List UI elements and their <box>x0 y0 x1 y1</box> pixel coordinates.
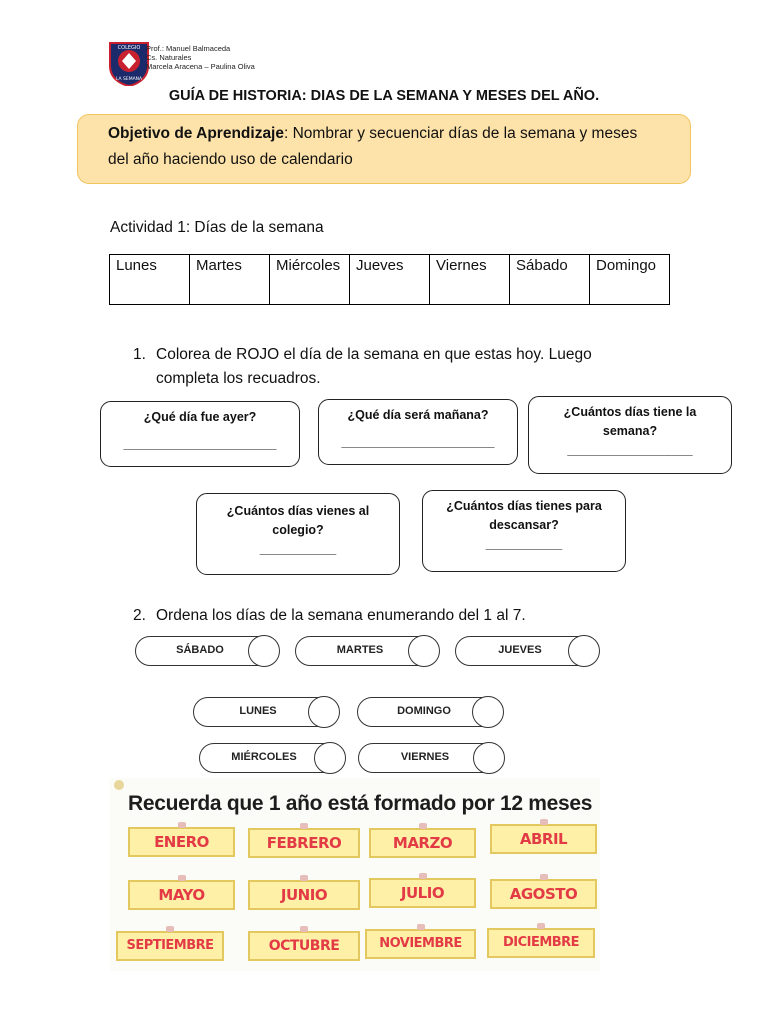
order-pill-martes <box>295 636 439 666</box>
answer-line[interactable]: __________________ <box>567 443 693 457</box>
answer-line[interactable]: ______________________ <box>341 435 495 449</box>
decoration-dot <box>114 780 124 790</box>
question-box-semana <box>528 396 732 474</box>
instruction2-text: Ordena los días de la semana enumerando del 1 al 7. <box>156 607 526 624</box>
number-circle[interactable] <box>473 742 505 774</box>
question-text: ¿Cuántos días tienes para descansar? <box>446 499 602 532</box>
month-card-noviembre: NOVIEMBRE <box>365 929 476 959</box>
months-illustration <box>110 778 600 971</box>
day-cell-jueves[interactable]: Jueves <box>350 255 430 305</box>
pill-label: MIÉRCOLES <box>231 751 297 763</box>
number-circle[interactable] <box>472 696 504 728</box>
pill-label: DOMINGO <box>397 705 451 717</box>
pill-label: MARTES <box>336 644 384 656</box>
order-pill-lunes <box>193 697 339 727</box>
month-card-enero: ENERO <box>128 827 235 857</box>
question-text: ¿Qué día fue ayer? <box>143 410 257 424</box>
month-card-abril: ABRIL <box>490 824 597 854</box>
month-card-agosto: AGOSTO <box>490 879 597 909</box>
logo-text-bottom: LA SEMANA <box>115 77 143 82</box>
number-circle[interactable] <box>248 635 280 667</box>
answer-line[interactable]: ______________________ <box>123 437 277 451</box>
pill-label: JUEVES <box>498 644 542 656</box>
question-text: ¿Cuántos días tiene la semana? <box>563 405 697 438</box>
order-pill-miercoles <box>199 743 345 773</box>
number-circle[interactable] <box>568 635 600 667</box>
objective-text: : Nombrar y secuenciar días de la semana y meses del año haciendo uso de calendario <box>108 125 638 168</box>
question-text: ¿Cuántos días vienes al colegio? <box>226 504 370 537</box>
header-teacher: Prof.: Manuel Balmaceda <box>146 44 231 53</box>
question-box-ayer <box>100 401 300 467</box>
instruction2-number: 2. <box>133 607 146 624</box>
question-text: ¿Qué día será mañana? <box>347 408 489 422</box>
month-card-julio: JULIO <box>369 878 476 908</box>
number-circle[interactable] <box>314 742 346 774</box>
month-card-febrero: FEBRERO <box>248 828 360 858</box>
header-subject: Cs. Naturales <box>146 53 192 62</box>
answer-line[interactable]: ___________ <box>259 542 337 556</box>
order-pill-viernes <box>358 743 504 773</box>
month-card-mayo: MAYO <box>128 880 235 910</box>
logo-text-top: COLEGIO <box>117 45 141 51</box>
day-cell-miercoles[interactable]: Miércoles <box>270 255 350 305</box>
header-authors: Marcela Aracena – Paulina Oliva <box>146 62 255 71</box>
order-pill-domingo <box>357 697 503 727</box>
day-cell-martes[interactable]: Martes <box>190 255 270 305</box>
months-title: Recuerda que 1 año está formado por 12 meses <box>128 792 593 815</box>
pill-label: LUNES <box>239 705 277 717</box>
day-cell-lunes[interactable]: Lunes <box>110 255 190 305</box>
day-cell-domingo[interactable]: Domingo <box>590 255 670 305</box>
instruction1-text: Colorea de ROJO el día de la semana en que estas hoy. Luego completa los recuadros. <box>156 346 592 387</box>
month-card-junio: JUNIO <box>248 880 360 910</box>
day-cell-viernes[interactable]: Viernes <box>430 255 510 305</box>
pill-label: VIERNES <box>400 751 450 763</box>
school-logo <box>108 40 150 86</box>
month-card-marzo: MARZO <box>369 828 476 858</box>
question-box-descansar <box>422 490 626 572</box>
objective-label: Objetivo de Aprendizaje <box>108 125 284 142</box>
answer-line[interactable]: ___________ <box>485 537 563 551</box>
page-title: GUÍA DE HISTORIA: DIAS DE LA SEMANA Y MESES DEL AÑO. <box>168 88 600 104</box>
number-circle[interactable] <box>308 696 340 728</box>
number-circle[interactable] <box>408 635 440 667</box>
month-card-diciembre: DICIEMBRE <box>487 928 595 958</box>
objective-box <box>77 114 691 184</box>
instruction1-number: 1. <box>133 346 146 363</box>
day-cell-sabado[interactable]: Sábado <box>510 255 590 305</box>
order-pill-jueves <box>455 636 599 666</box>
question-box-colegio <box>196 493 400 575</box>
pill-label: SÁBADO <box>176 644 224 656</box>
order-pill-sabado <box>135 636 279 666</box>
question-box-manana <box>318 399 518 465</box>
month-card-septiembre: SEPTIEMBRE <box>116 931 224 961</box>
activity1-title: Actividad 1: Días de la semana <box>110 219 324 236</box>
days-table <box>109 254 670 305</box>
month-card-octubre: OCTUBRE <box>248 931 360 961</box>
